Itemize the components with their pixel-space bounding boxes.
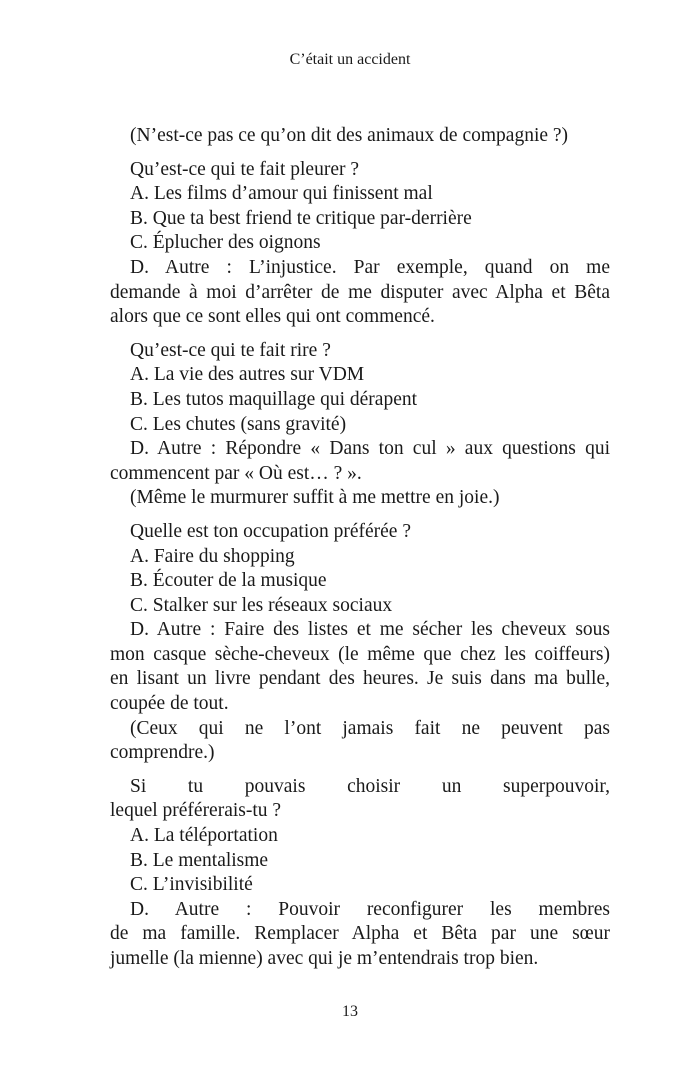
text-line: B. Que ta best friend te critique par-derrière bbox=[130, 207, 472, 229]
text-line: A. La vie des autres sur VDM bbox=[130, 364, 365, 386]
text-line: (Même le murmurer suffit à me mettre en joie.) bbox=[130, 487, 500, 509]
text-line: lequel préférerais-tu ? bbox=[110, 800, 282, 822]
text-line: jumelle (la mienne) avec qui je m’entendrais trop bien. bbox=[110, 948, 539, 969]
text-line: mon casque sèche-cheveux (le même que chez les coiffeurs) bbox=[110, 643, 610, 665]
paragraph bbox=[110, 545, 610, 570]
paragraph bbox=[110, 717, 610, 766]
text-line: Qu’est-ce qui te fait pleurer ? bbox=[130, 158, 360, 180]
text-line: (Ceux qui ne l’ont jamais fait ne peuvent pas bbox=[130, 717, 610, 739]
text-line: A. La téléportation bbox=[130, 825, 278, 847]
text-line: D. Autre : Pouvoir reconfigurer les membres bbox=[130, 898, 610, 920]
paragraph bbox=[110, 363, 610, 388]
text-line: Si tu pouvais choisir un superpouvoir, bbox=[130, 775, 610, 797]
text-line: D. Autre : L’injustice. Par exemple, quand on me bbox=[130, 256, 610, 278]
text-line: C. Les chutes (sans gravité) bbox=[130, 413, 347, 435]
paragraph bbox=[110, 388, 610, 413]
text-line: de ma famille. Remplacer Alpha et Bêta par une sœur bbox=[110, 923, 610, 945]
paragraph bbox=[110, 849, 610, 874]
paragraph bbox=[110, 158, 610, 183]
text-line: C. Stalker sur les réseaux sociaux bbox=[130, 594, 393, 616]
text-line: comprendre.) bbox=[110, 742, 215, 764]
question-block bbox=[110, 520, 610, 766]
text-line: D. Autre : Répondre « Dans ton cul » aux questions qui bbox=[130, 438, 610, 460]
text-line: en lisant un livre pendant des heures. Je suis dans ma bulle, bbox=[110, 668, 610, 690]
question-block bbox=[110, 339, 610, 511]
text-line: demande à moi d’arrêter de me disputer avec Alpha et Bêta bbox=[110, 281, 610, 303]
text-line: A. Les films d’amour qui finissent mal bbox=[130, 183, 433, 205]
paragraph bbox=[110, 775, 610, 824]
text-line: C. Éplucher des oignons bbox=[130, 232, 321, 254]
paragraph bbox=[110, 898, 610, 972]
text-line: (N’est-ce pas ce qu’on dit des animaux de compagnie ?) bbox=[130, 125, 569, 146]
paragraph bbox=[110, 520, 610, 545]
page-number: 13 bbox=[342, 1003, 358, 1020]
text-line: Quelle est ton occupation préférée ? bbox=[130, 520, 411, 542]
running-header: C’était un accident bbox=[289, 51, 411, 68]
paragraph bbox=[110, 618, 610, 716]
question-block bbox=[110, 775, 610, 972]
text-line: commencent par « Où est… ? ». bbox=[110, 462, 362, 484]
text-line: B. Écouter de la musique bbox=[130, 570, 327, 592]
text-line: B. Le mentalisme bbox=[130, 849, 269, 871]
paragraph bbox=[110, 594, 610, 619]
paragraph bbox=[110, 256, 610, 330]
text-line: coupée de tout. bbox=[110, 693, 229, 715]
text-line: A. Faire du shopping bbox=[130, 545, 295, 567]
page-body bbox=[110, 124, 610, 981]
paragraph bbox=[110, 569, 610, 594]
paragraph bbox=[110, 413, 610, 438]
paragraph bbox=[110, 182, 610, 207]
paragraph bbox=[110, 437, 610, 486]
paragraph bbox=[110, 486, 610, 511]
question-block bbox=[110, 124, 610, 149]
paragraph bbox=[110, 231, 610, 256]
paragraph bbox=[110, 339, 610, 364]
text-line: D. Autre : Faire des listes et me sécher les cheveux sous bbox=[130, 619, 610, 641]
text-line: Qu’est-ce qui te fait rire ? bbox=[130, 339, 331, 361]
text-line: C. L’invisibilité bbox=[130, 874, 253, 896]
question-block bbox=[110, 158, 610, 330]
paragraph bbox=[110, 207, 610, 232]
paragraph bbox=[110, 873, 610, 898]
paragraph bbox=[110, 824, 610, 849]
text-line: B. Les tutos maquillage qui dérapent bbox=[130, 388, 418, 410]
text-line: alors que ce sont elles qui ont commencé. bbox=[110, 306, 435, 328]
paragraph bbox=[110, 124, 610, 149]
